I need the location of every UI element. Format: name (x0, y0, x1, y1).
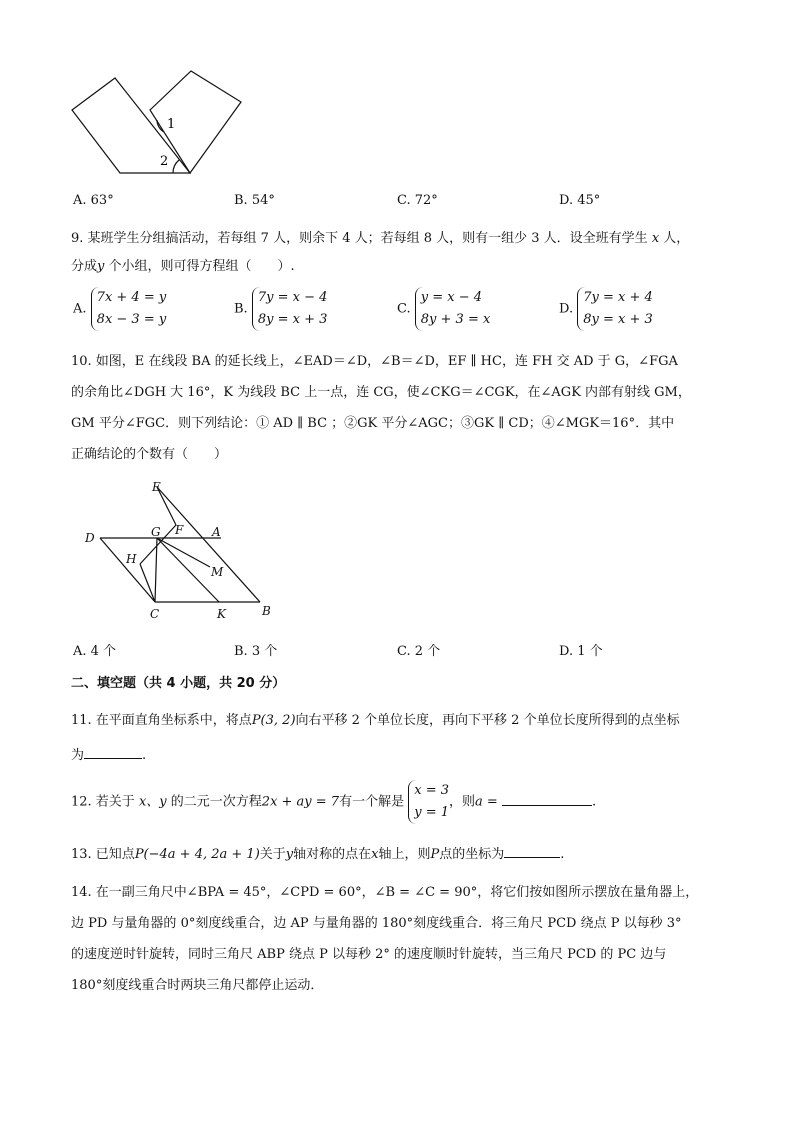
q8-option-c[interactable]: C. 72° (397, 193, 438, 208)
q14-stem-line3: 的速度逆时针旋转，同时三角尺 ABP 绕点 P 以每秒 2° 的速度顺时针旋转，当三角尺 PCD 的 PC 边与 (71, 947, 667, 962)
q14-stem-line4: 180°刻度线重合时两块三角尺都停止运动． (71, 978, 324, 993)
q14-stem-line1: 14. 在一副三角尺中∠BPA = 45°，∠CPD = 60°，∠B = ∠C = 90°，将它们按如图所示摆放在量角器上， (71, 885, 699, 900)
q9-option-d[interactable]: D. 7y = x + 4 8y = x + 3 (559, 287, 653, 331)
label-B: B (262, 604, 271, 618)
q9-option-c[interactable]: C. y = x − 4 8y + 3 = x (397, 287, 490, 331)
section-2-title: 二、填空题（共 4 小题，共 20 分） (71, 676, 286, 691)
label-E: E (152, 480, 161, 494)
q10-stem-line2: 的余角比∠DGH 大 16°，K 为线段 BC 上一点，连 CG，使∠CKG＝∠CGK，在∠AGK 内部有射线 GM， (71, 385, 691, 400)
q14-stem-line2: 边 PD 与量角器的 0°刻度线重合，边 AP 与量角器的 180°刻度线重合．将三角尺 PCD 绕点 P 以每秒 3° (71, 916, 682, 931)
label-M: M (211, 565, 224, 579)
angle-2-arc (173, 160, 179, 173)
q9-option-a[interactable]: A. 7x + 4 = y 8x − 3 = y (73, 287, 166, 331)
q10-option-a[interactable]: A. 4 个 (73, 644, 117, 659)
q9-stem-line1: 9. 某班学生分组搞活动，若每组 7 人，则余下 4 人；若每组 8 人，则有一组少 3 人．设全班有学生 x 人， (71, 231, 690, 246)
q8-figure (66, 64, 256, 180)
segment-DC (100, 538, 155, 602)
q9-stem-line2: 分成y 个小组，则可得方程组（ ）. (71, 259, 295, 274)
label-H: H (126, 552, 137, 566)
q10-stem-line4: 正确结论的个数有（ ） (71, 447, 228, 462)
q11-answer-blank[interactable] (84, 758, 142, 759)
q8-option-b[interactable]: B. 54° (234, 193, 275, 208)
q10-option-b[interactable]: B. 3 个 (234, 644, 278, 659)
q11-stem-line1: 11. 在平面直角坐标系中，将点P(3, 2)向右平移 2 个单位长度，再向下平移 2 个单位长度所得到的点坐标 (71, 713, 680, 728)
label-A: A (212, 525, 221, 539)
q11-stem-line2: 为 . (71, 748, 147, 763)
q10-stem-line3: GM 平分∠FGC．则下列结论：① AD ∥ BC ；②GK 平分∠AGC；③GK ∥ CD；④∠MGK＝16°．其中 (71, 416, 675, 431)
segment-GK (157, 538, 219, 602)
q9-option-b[interactable]: B. 7y = x − 4 8y = x + 3 (234, 287, 327, 331)
q12-answer-blank[interactable] (502, 805, 592, 806)
q10-option-d[interactable]: D. 1 个 (559, 644, 603, 659)
label-C: C (150, 607, 160, 621)
label-F: F (175, 523, 184, 537)
q8-option-d[interactable]: D. 45° (559, 193, 601, 208)
segment-EB (157, 487, 260, 602)
q13-answer-blank[interactable] (504, 857, 560, 858)
q13-stem: 13. 已知点P(−4a + 4, 2a + 1)关于y轴对称的点在x轴上，则P点的坐标为 . (71, 847, 565, 862)
ray-GM (157, 538, 210, 567)
q10-stem-line1: 10. 如图，E 在线段 BA 的延长线上，∠EAD＝∠D，∠B＝∠D，EF ∥ HC，连 FH 交 AD 于 G，∠FGA (71, 354, 678, 369)
q10-figure (78, 475, 288, 625)
q10-option-c[interactable]: C. 2 个 (397, 644, 441, 659)
label-D: D (85, 531, 95, 545)
label-K: K (217, 607, 226, 621)
angle-2-label: 2 (160, 154, 169, 169)
angle-1-label: 1 (167, 117, 176, 132)
q12-stem: 12. 若关于 x、y 的二元一次方程2x + ay = 7有一个解是 x = 3 y = 1，则a = . (71, 780, 596, 824)
label-G: G (151, 525, 161, 539)
q8-option-a[interactable]: A. 63° (73, 193, 114, 208)
segment-HC (140, 564, 155, 602)
